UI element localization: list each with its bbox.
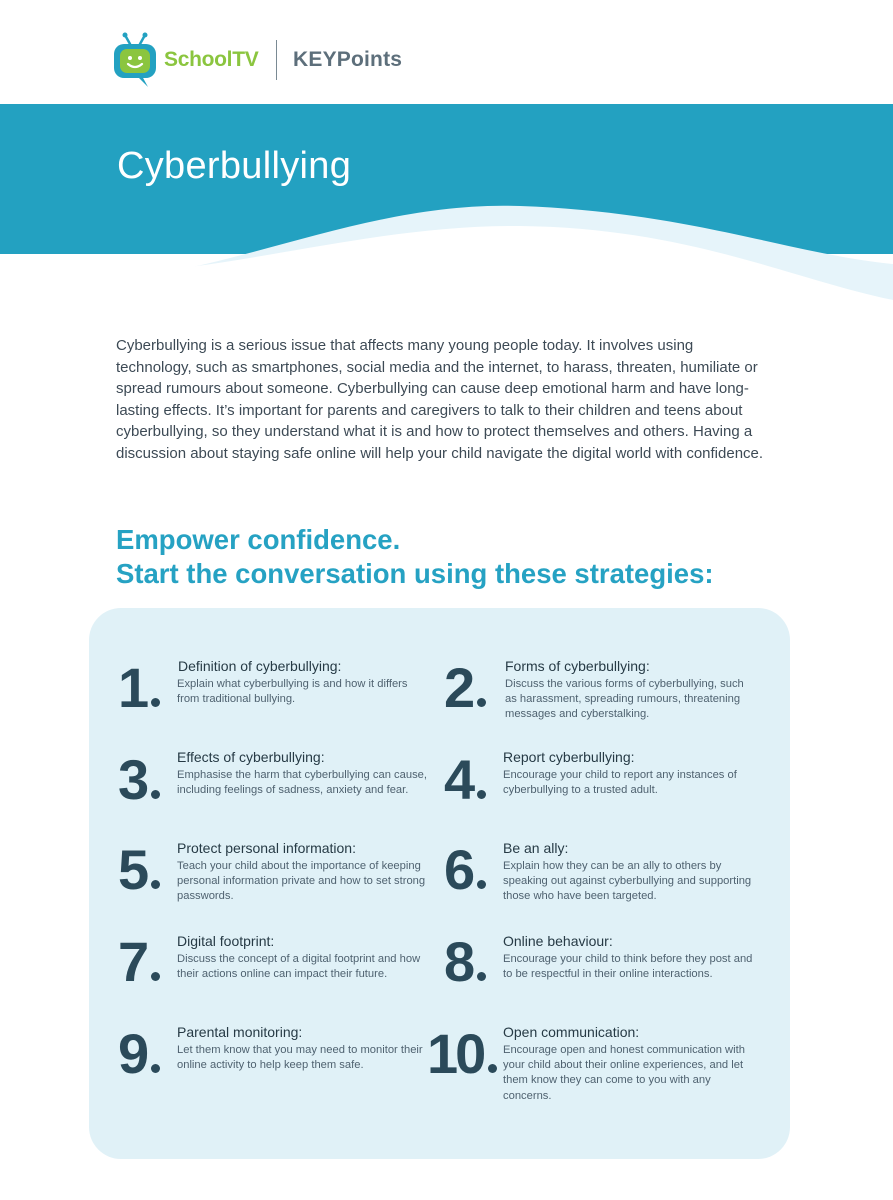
strategy-title: Parental monitoring: xyxy=(177,1024,303,1040)
strategy-description: Encourage open and honest communication with your child about their online experiences, and let them know they can come to you with any concerns. xyxy=(503,1044,745,1102)
strategy-title: Digital footprint: xyxy=(177,933,275,949)
logo-text: SchoolTV xyxy=(164,48,259,71)
strategy-description: Teach your child about the importance of keeping personal information private and how to set strong passwords. xyxy=(177,860,426,903)
strategy-number: 9 xyxy=(118,1026,160,1082)
strategy-description: Discuss the various forms of cyberbullying, such as harassment, spreading rumours, threatening messages and cyberstalking. xyxy=(505,678,744,721)
strategy-number: 4 xyxy=(444,752,486,808)
strategy-description: Explain how they can be an ally to others by speaking out against cyberbullying and supporting those who have been targeted. xyxy=(503,860,752,903)
strategy-title: Online behaviour: xyxy=(503,933,613,949)
strategy-description: Encourage your child to think before they post and to be respectful in their online interactions. xyxy=(503,953,753,981)
header xyxy=(0,0,893,104)
title-banner xyxy=(0,104,893,304)
strategy-description: Explain what cyberbullying is and how it differs from traditional bullying. xyxy=(177,678,408,706)
strategy-title: Definition of cyberbullying: xyxy=(178,658,342,674)
tv-mascot-icon xyxy=(112,32,158,88)
schooltv-logo xyxy=(112,32,258,88)
strategy-number: 10 xyxy=(427,1026,497,1082)
strategies-heading xyxy=(116,523,714,591)
heading-line-1: Empower confidence. xyxy=(116,524,401,555)
strategy-description: Emphasise the harm that cyberbullying can cause, including feelings of sadness, anxiety and fear. xyxy=(177,769,427,797)
strategy-description: Let them know that you may need to monitor their online activity to help keep them safe. xyxy=(177,1044,423,1072)
strategy-title: Report cyberbullying: xyxy=(503,749,635,765)
strategy-number: 1 xyxy=(118,660,160,716)
strategy-title: Open communication: xyxy=(503,1024,640,1040)
strategy-number: 6 xyxy=(444,842,486,898)
strategy-number: 5 xyxy=(118,842,160,898)
strategy-title: Be an ally: xyxy=(503,840,569,856)
strategy-title: Effects of cyberbullying: xyxy=(177,749,325,765)
section-label: KEYPoints xyxy=(293,48,403,71)
heading-line-2: Start the conversation using these strategies: xyxy=(116,558,714,589)
header-divider xyxy=(276,40,277,80)
strategy-number: 7 xyxy=(118,934,160,990)
strategy-title: Forms of cyberbullying: xyxy=(505,658,650,674)
strategy-title: Protect personal information: xyxy=(177,840,356,856)
strategy-description: Discuss the concept of a digital footprint and how their actions online can impact their future. xyxy=(177,953,421,981)
strategy-number: 3 xyxy=(118,752,160,808)
strategy-number: 8 xyxy=(444,934,486,990)
page-title: Cyberbullying xyxy=(117,145,352,187)
strategy-description: Encourage your child to report any instances of cyberbullying to a trusted adult. xyxy=(503,769,737,797)
intro-paragraph: Cyberbullying is a serious issue that affects many young people today. It involves using technology, such as smartphones, social media and the internet, to harass, threaten, humiliate or spread rumours about someone. Cyberbullying can cause deep emotional harm and have long-lasting effects. It’s important for parents and caregivers to talk to their children and teens about cyberbullying, so they understand what it is and how to protect themselves and others. Having a discussion about staying safe online will help your child navigate the digital world with confidence. xyxy=(116,337,764,462)
strategy-number: 2 xyxy=(444,660,486,716)
